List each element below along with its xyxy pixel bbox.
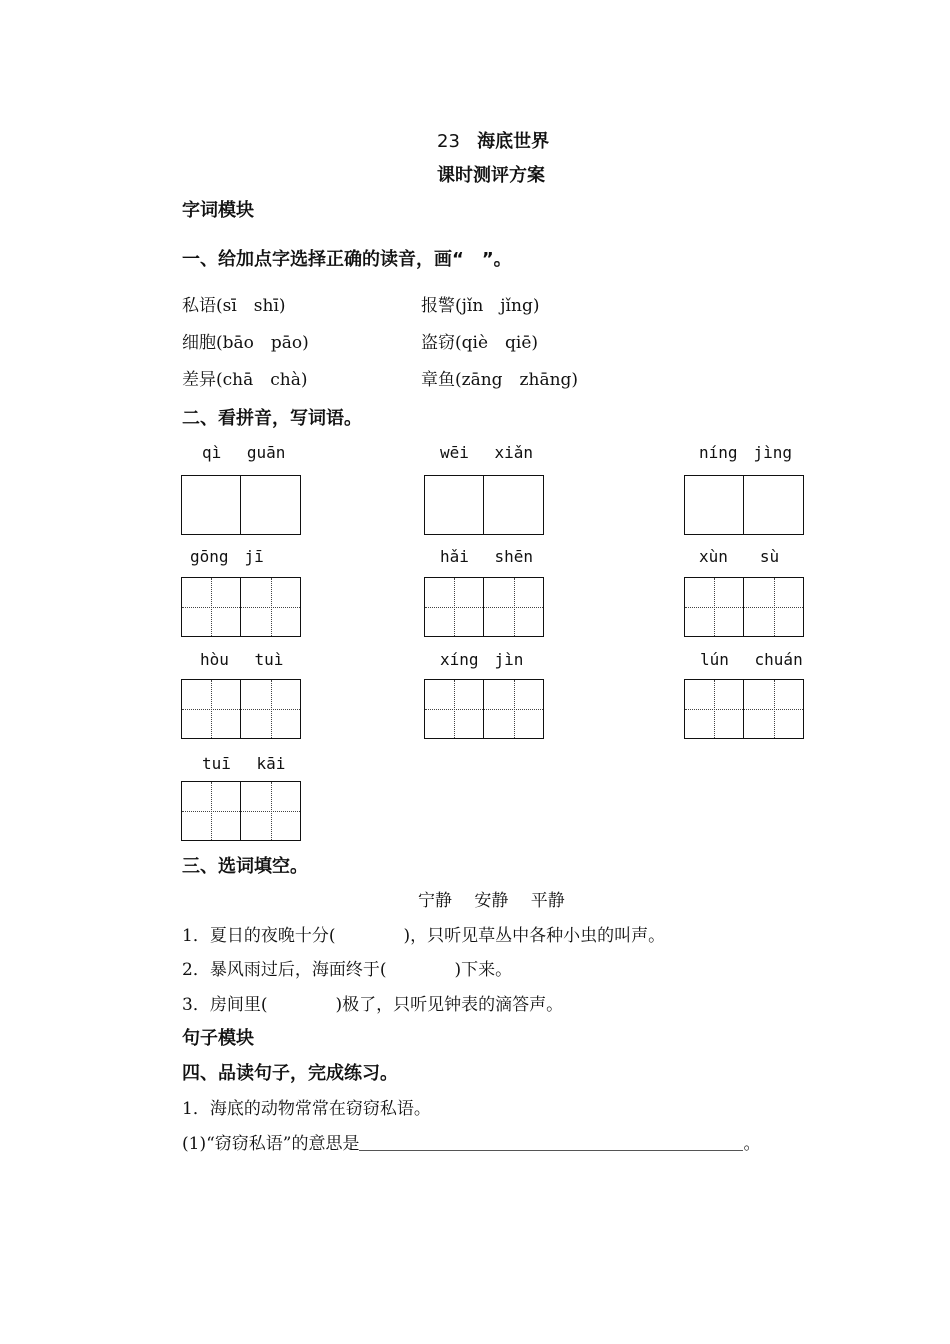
q1-item: 报警(jǐn jǐng) xyxy=(421,296,540,316)
module-words-heading: 字词模块 xyxy=(182,200,254,221)
writing-box[interactable] xyxy=(684,679,804,739)
pinyin-label: xíng jìn xyxy=(440,650,524,669)
q1-item: 私语(sī shī) xyxy=(182,296,286,316)
q4-sentence: 1．海底的动物常常在窃窃私语。 xyxy=(182,1099,431,1119)
writing-box[interactable] xyxy=(684,577,804,637)
q1-item: 细胞(bāo pāo) xyxy=(182,333,309,353)
pinyin-label: lún chuán xyxy=(700,650,803,669)
writing-box[interactable] xyxy=(181,781,301,841)
q2-heading: 二、看拼音，写词语。 xyxy=(182,408,362,429)
pinyin-label: wēi xiǎn xyxy=(440,443,534,462)
module-sentences-heading: 句子模块 xyxy=(182,1028,254,1049)
writing-box[interactable] xyxy=(684,475,804,535)
q4-sub-suffix: 。 xyxy=(743,1134,761,1154)
writing-box[interactable] xyxy=(181,577,301,637)
word-choices: 宁静 安静 平静 xyxy=(418,891,565,911)
pinyin-label: níng jìng xyxy=(699,443,793,462)
fill-blank-item: 1．夏日的夜晚十分( )，只听见草丛中各种小虫的叫声。 xyxy=(182,926,666,946)
writing-box[interactable] xyxy=(181,679,301,739)
pinyin-label: tuī kāi xyxy=(202,754,286,773)
fill-blank-item: 3．房间里( )极了，只听见钟表的滴答声。 xyxy=(182,995,564,1015)
q3-heading: 三、选词填空。 xyxy=(182,856,308,877)
q1-item: 章鱼(zāng zhāng) xyxy=(421,370,579,390)
writing-box[interactable] xyxy=(424,475,544,535)
q1-item: 盗窃(qiè qiē) xyxy=(421,333,539,353)
lesson-number: 23 xyxy=(437,131,460,152)
pinyin-label: hǎi shēn xyxy=(440,547,534,566)
q1-item: 差异(chā chà) xyxy=(182,370,308,390)
q4-subquestion xyxy=(182,1129,760,1154)
fill-blank-item: 2．暴风雨过后，海面终于( )下来。 xyxy=(182,960,513,980)
lesson-title xyxy=(437,127,549,153)
q4-sub-prefix: (1)“窃窃私语”的意思是 xyxy=(182,1134,360,1154)
writing-box[interactable] xyxy=(181,475,301,535)
q4-heading: 四、品读句子，完成练习。 xyxy=(182,1063,398,1084)
writing-box[interactable] xyxy=(424,679,544,739)
pinyin-label: gōng jī xyxy=(190,547,264,566)
pinyin-label: xùn sù xyxy=(699,547,780,566)
pinyin-label: hòu tuì xyxy=(200,650,284,669)
subtitle: 课时测评方案 xyxy=(437,165,545,186)
answer-line[interactable] xyxy=(359,1133,743,1151)
q1-heading: 一、给加点字选择正确的读音，画“ ”。 xyxy=(182,249,512,270)
pinyin-label: qì guān xyxy=(202,443,286,462)
writing-box[interactable] xyxy=(424,577,544,637)
lesson-name: 海底世界 xyxy=(477,131,550,152)
